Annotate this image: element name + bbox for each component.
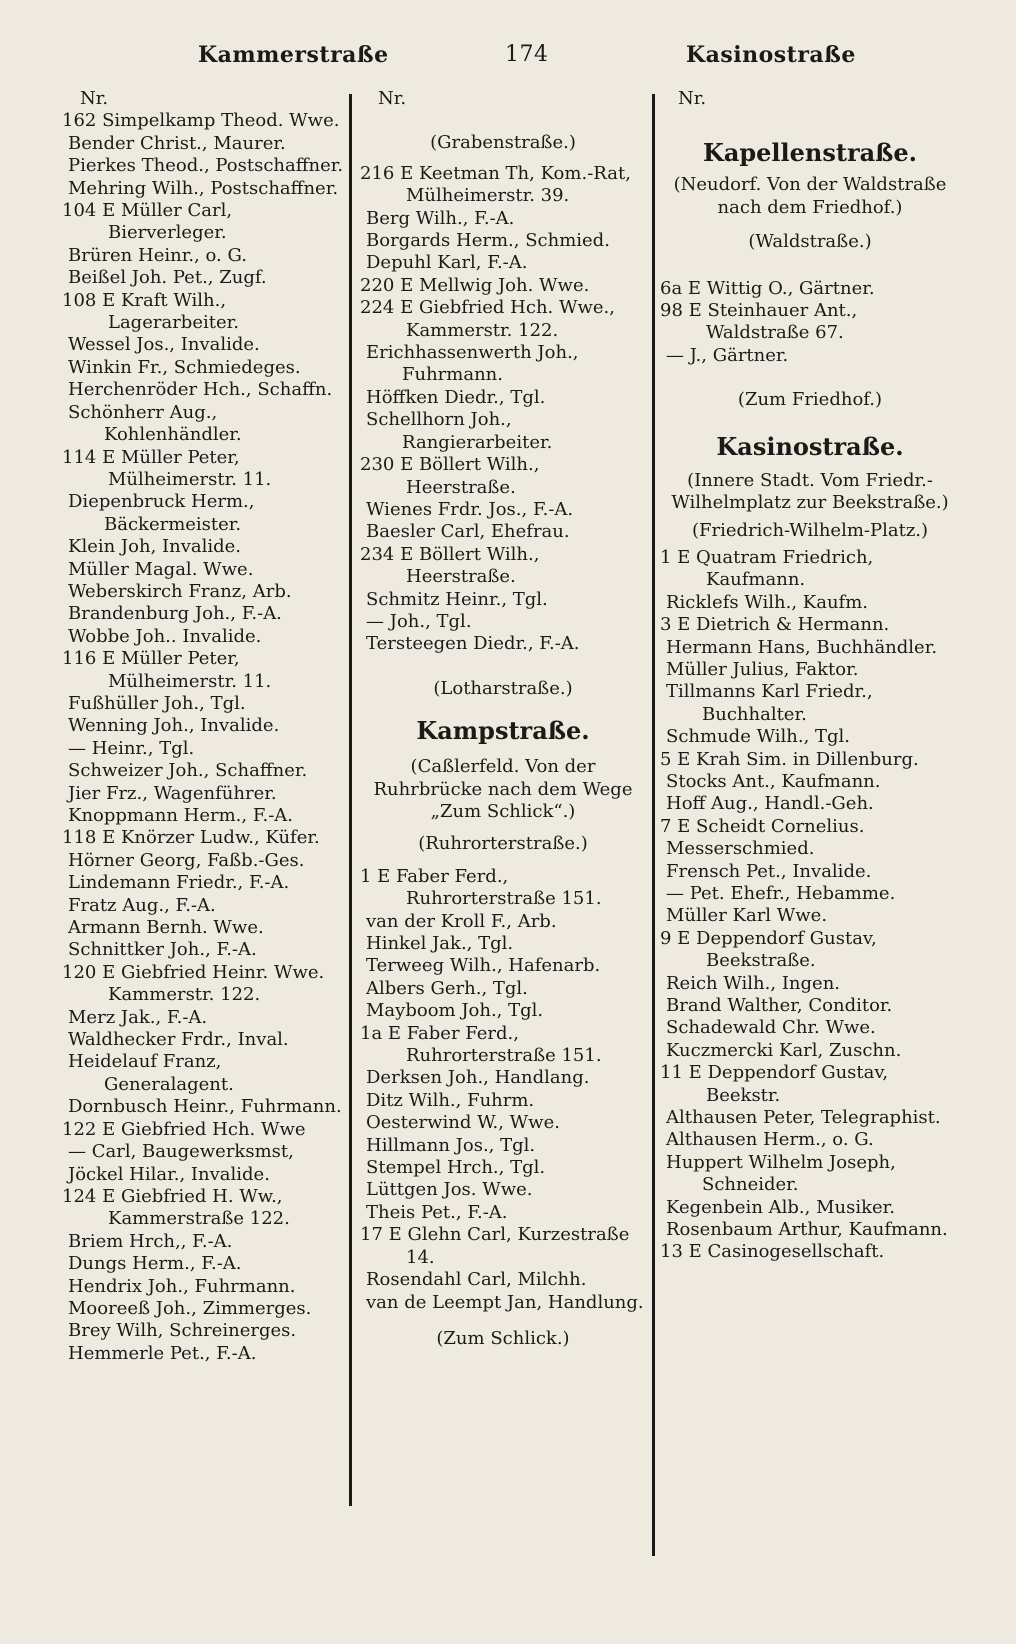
directory-entry: 162 Simpelkamp Theod. Wwe. — [62, 110, 340, 132]
street-subheading: (Waldstraße.) — [748, 231, 872, 253]
directory-entry: Schweizer Joh., Schaffner. — [68, 760, 308, 782]
directory-entry: Pierkes Theod., Postschaffner. — [68, 155, 344, 177]
street-description: (Caßlerfeld. Von der Ruhrbrücke nach dem Wege „Zum Schlick“.) — [373, 756, 633, 822]
nr-label: Nr. — [678, 88, 707, 109]
directory-entry: 234 E Böllert Wilh., Heerstraße. — [360, 543, 540, 588]
directory-entry: 224 E Giebfried Hch. Wwe., Kammerstr. 122. — [360, 297, 615, 341]
directory-entry: 108 E Kraft Wilh., Lagerarbeiter. — [62, 289, 239, 334]
directory-entry: Müller Magal. Wwe. — [68, 558, 254, 580]
directory-entry: van de Leempt Jan, Handlung. — [366, 1291, 644, 1313]
directory-entry: Lindemann Friedr., F.-A. — [68, 872, 290, 894]
directory-entry: Hinkel Jak., Tgl. — [366, 933, 514, 954]
directory-entry: Wessel Jos., Invalide. — [68, 334, 260, 356]
directory-entry: Hoff Aug., Handl.-Geh. — [666, 793, 874, 815]
directory-entry: Brand Walther, Conditor. — [666, 995, 893, 1016]
directory-entry: Klein Joh, Invalide. — [68, 536, 242, 558]
directory-entry: 9 E Deppendorf Gustav, Beekstraße. — [660, 927, 877, 972]
directory-entry: 5 E Krah Sim. in Dillenburg. — [660, 748, 919, 770]
directory-entry: Dungs Herm., F.-A. — [68, 1253, 242, 1275]
column-3 — [660, 88, 960, 1264]
street-subheading: (Zum Schlick.) — [436, 1327, 570, 1349]
nr-label: Nr. — [378, 88, 407, 109]
running-header-left: Kammerstraße — [198, 42, 389, 68]
street-description: (Innere Stadt. Vom Friedr.-Wilhelmplatz zur Beekstraße.) — [671, 469, 949, 514]
directory-entry: 7 E Scheidt Cornelius. — [660, 815, 865, 837]
directory-entry: — J., Gärtner. — [666, 344, 789, 366]
directory-entry: Berg Wilh., F.-A. — [366, 207, 515, 229]
directory-entry: 122 E Giebfried Hch. Wwe — [62, 1118, 306, 1140]
directory-entry: Frensch Pet., Invalide. — [666, 860, 872, 882]
street-title: Kapellenstraße. — [702, 138, 918, 168]
directory-entry: Hörner Georg, Faßb.-Ges. — [68, 849, 305, 871]
directory-entry: Rosendahl Carl, Milchh. — [366, 1269, 587, 1291]
directory-entry: Winkin Fr., Schmiedeges. — [68, 356, 301, 378]
directory-entry: Müller Julius, Faktor. — [666, 658, 859, 680]
entry-list — [660, 547, 960, 1264]
directory-entry: Lüttgen Jos. Wwe. — [366, 1179, 533, 1201]
directory-entry: Stempel Hrch., Tgl. — [366, 1157, 546, 1179]
directory-entry: Mayboom Joh., Tgl. — [366, 1000, 544, 1022]
directory-entry: Althausen Peter, Telegraphist. — [666, 1107, 941, 1129]
directory-entry: 124 E Giebfried H. Ww., Kammerstraße 122. — [62, 1185, 290, 1230]
directory-entry: 3 E Dietrich & Hermann. — [660, 614, 890, 636]
directory-entry: Beißel Joh. Pet., Zugf. — [68, 267, 267, 289]
directory-entry: Brey Wilh, Schreinerges. — [68, 1320, 297, 1342]
directory-entry: Wobbe Joh.. Invalide. — [68, 625, 262, 647]
directory-entry: — Carl, Baugewerksmst, — [68, 1141, 294, 1163]
directory-entry: Fratz Aug., F.-A. — [68, 894, 216, 916]
directory-entry: Schellhorn Joh., Rangierarbeiter. — [366, 409, 553, 453]
directory-entry: Wienes Frdr. Jos., F.-A. — [366, 498, 574, 520]
directory-entry: 17 E Glehn Carl, Kurzestraße 14. — [360, 1224, 630, 1268]
street-title: Kampstraße. — [416, 716, 590, 746]
directory-entry: 216 E Keetman Th, Kom.-Rat, Mülheimerstr. 39. — [360, 162, 631, 207]
directory-entry: 1 E Quatram Friedrich, Kaufmann. — [660, 546, 874, 591]
directory-entry: Depuhl Karl, F.-A. — [366, 252, 528, 274]
directory-entry: 6a E Wittig O., Gärtner. — [660, 277, 875, 299]
directory-entry: 230 E Böllert Wilh., Heerstraße. — [360, 454, 540, 498]
directory-entry: Ditz Wilh., Fuhrm. — [366, 1089, 535, 1111]
column-2 — [360, 88, 646, 1350]
directory-entry: Briem Hrch,, F.-A. — [68, 1230, 233, 1252]
directory-entry: Müller Karl Wwe. — [666, 905, 828, 927]
entry-list — [360, 163, 646, 656]
directory-entry: Tillmanns Karl Friedr., Buchhalter. — [666, 681, 873, 725]
directory-entry: — Pet. Ehefr., Hebamme. — [666, 882, 896, 904]
directory-entry: 104 E Müller Carl, Bierverleger. — [62, 200, 233, 244]
directory-entry: Kegenbein Alb., Musiker. — [666, 1196, 895, 1218]
directory-entry: Waldhecker Frdr., Inval. — [68, 1029, 289, 1051]
directory-entry: Althausen Herm., o. G. — [666, 1129, 874, 1151]
directory-entry: Schmude Wilh., Tgl. — [666, 726, 851, 748]
directory-entry: 98 E Steinhauer Ant., Waldstraße 67. — [660, 300, 858, 344]
directory-entry: 116 E Müller Peter, Mülheimerstr. 11. — [62, 648, 272, 692]
street-subheading: (Zum Friedhof.) — [737, 389, 883, 411]
directory-entry: Jier Frz., Wagenführer. — [68, 782, 277, 804]
entry-list — [62, 110, 344, 1365]
directory-entry: Schmitz Heinr., Tgl. — [366, 588, 548, 610]
directory-entry: — Heinr., Tgl. — [68, 737, 195, 759]
street-description: (Neudorf. Von der Waldstraße nach dem Friedhof.) — [673, 174, 947, 218]
directory-entry: Herchenröder Hch., Schaffn. — [68, 379, 333, 401]
directory-entry: Jöckel Hilar., Invalide. — [68, 1163, 270, 1185]
page-number: 174 — [505, 42, 549, 67]
directory-entry: Merz Jak., F.-A. — [68, 1006, 208, 1028]
directory-entry: Armann Bernh. Wwe. — [68, 917, 264, 939]
directory-entry: Weberskirch Franz, Arb. — [68, 580, 292, 602]
directory-entry: Schadewald Chr. Wwe. — [666, 1017, 876, 1039]
directory-entry: 1a E Faber Ferd., Ruhrorterstraße 151. — [360, 1022, 602, 1067]
street-subheading: (Ruhrorterstraße.) — [418, 833, 588, 855]
directory-entry: 13 E Casinogesellschaft. — [660, 1241, 885, 1263]
directory-entry: Reich Wilh., Ingen. — [666, 972, 841, 994]
directory-entry: Baesler Carl, Ehefrau. — [366, 521, 570, 543]
directory-entry: Schönherr Aug., Kohlenhändler. — [68, 401, 242, 446]
directory-entry: Hillmann Jos., Tgl. — [366, 1134, 536, 1156]
directory-entry: Borgards Herm., Schmied. — [366, 230, 610, 252]
directory-entry: Hermann Hans, Buchhändler. — [666, 636, 938, 658]
column-divider-1 — [349, 94, 352, 1506]
directory-entry: — Joh., Tgl. — [366, 610, 472, 632]
directory-entry: Höffken Diedr., Tgl. — [366, 386, 546, 408]
directory-entry: Kuczmercki Karl, Zuschn. — [666, 1039, 902, 1061]
entry-list — [660, 278, 960, 368]
directory-entry: Heidelauf Franz, Generalagent. — [68, 1051, 234, 1095]
directory-entry: Derksen Joh., Handlang. — [366, 1067, 590, 1089]
directory-entry: Tersteegen Diedr., F.-A. — [366, 633, 580, 655]
directory-entry: Albers Gerh., Tgl. — [366, 977, 528, 999]
street-subheading: (Grabenstraße.) — [430, 132, 576, 154]
directory-entry: 11 E Deppendorf Gustav, Beekstr. — [660, 1062, 889, 1106]
directory-entry: Ricklefs Wilh., Kaufm. — [666, 591, 869, 613]
street-subheading: (Friedrich-Wilhelm-Platz.) — [691, 520, 929, 542]
directory-entry: van der Kroll F., Arb. — [366, 910, 557, 932]
directory-entry: Oesterwind W., Wwe. — [366, 1112, 560, 1134]
column-1 — [62, 88, 344, 1365]
directory-entry: Stocks Ant., Kaufmann. — [666, 770, 881, 792]
street-subheading: (Lotharstraße.) — [433, 677, 573, 699]
nr-label: Nr. — [80, 88, 109, 109]
directory-entry: Fußhüller Joh., Tgl. — [68, 692, 246, 714]
directory-entry: Knoppmann Herm., F.-A. — [68, 805, 294, 826]
directory-entry: Mehring Wilh., Postschaffner. — [68, 177, 339, 199]
running-header-right: Kasinostraße — [686, 42, 856, 68]
directory-entry: Huppert Wilhelm Joseph, Schneider. — [666, 1151, 896, 1196]
directory-entry: Theis Pet., F.-A. — [366, 1201, 508, 1223]
directory-entry: Brandenburg Joh., F.-A. — [68, 603, 282, 625]
directory-entry: Dornbusch Heinr., Fuhrmann. — [68, 1096, 342, 1118]
directory-entry: Bender Christ., Maurer. — [68, 132, 286, 154]
directory-entry: Wenning Joh., Invalide. — [68, 715, 280, 737]
directory-entry: 120 E Giebfried Heinr. Wwe. Kammerstr. 122. — [62, 961, 325, 1006]
directory-entry: Messerschmied. — [666, 838, 815, 860]
directory-entry: Erichhassenwerth Joh., Fuhrmann. — [366, 342, 579, 386]
directory-entry: Brüren Heinr., o. G. — [68, 244, 247, 266]
directory-entry: 114 E Müller Peter, Mülheimerstr. 11. — [62, 446, 272, 490]
directory-entry: Hendrix Joh., Fuhrmann. — [68, 1275, 296, 1297]
directory-entry: Diepenbruck Herm., Bäckermeister. — [68, 491, 255, 535]
street-title: Kasinostraße. — [716, 431, 904, 461]
directory-entry: Mooreeß Joh., Zimmerges. — [68, 1297, 312, 1319]
directory-entry: Terweeg Wilh., Hafenarb. — [366, 955, 601, 977]
entry-list — [360, 866, 646, 1314]
directory-entry: 220 E Mellwig Joh. Wwe. — [360, 274, 590, 296]
directory-entry: 118 E Knörzer Ludw., Küfer. — [62, 827, 320, 849]
column-divider-2 — [652, 94, 655, 1556]
directory-entry: Schnittker Joh., F.-A. — [68, 939, 257, 961]
directory-entry: Rosenbaum Arthur, Kaufmann. — [666, 1219, 948, 1241]
directory-entry: 1 E Faber Ferd., Ruhrorterstraße 151. — [360, 865, 602, 910]
directory-entry: Hemmerle Pet., F.-A. — [68, 1342, 257, 1364]
